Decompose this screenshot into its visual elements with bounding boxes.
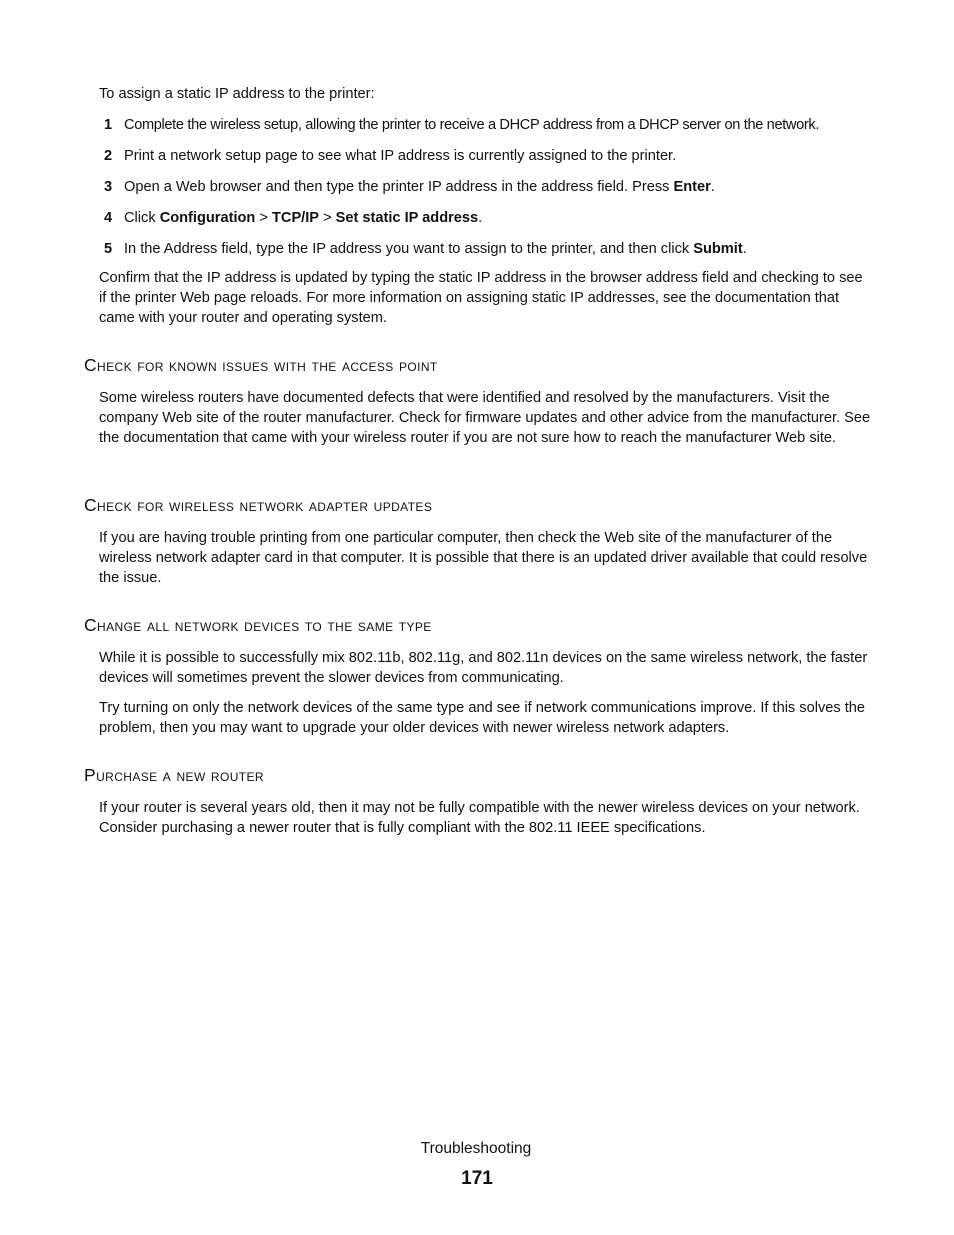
step-text: In the Address field, type the IP address you want to assign to the printer, and then click xyxy=(124,241,694,257)
enter-key-label: Enter xyxy=(673,179,711,195)
step-number: 3 xyxy=(104,179,113,195)
footer-section-label xyxy=(0,1139,954,1159)
submit-label: Submit xyxy=(693,241,743,257)
step-text-end: . xyxy=(478,210,483,226)
confirm-paragraph: Confirm that the IP address is updated by typing the static IP address in the browser address field and checking to see if the printer Web page reloads. For more information on assigning static IP addresses, see the documentation that came with your router and operating system. xyxy=(99,270,863,326)
section-paragraph: Try turning on only the network devices of the same type and see if network communications improve. If this solves the problem, then you may want to upgrade your older devices with newer wireless network adapters. xyxy=(99,700,865,736)
menu-configuration: Configuration xyxy=(159,210,256,226)
menu-separator: > xyxy=(319,210,336,226)
section-paragraph: If you are having trouble printing from one particular computer, then check the Web site of the manufacturer of the wireless network adapter card in that computer. It is possible that there is an updated driver available that could resolve the issue. xyxy=(99,530,868,586)
step-text: Open a Web browser and then type the printer IP address in the address field. Press xyxy=(124,179,674,195)
section-paragraph: Some wireless routers have documented defects that were identified and resolved by the manufacturers. Visit the company Web site of the router manufacturer. Check for firmware updates and other advice from the manufacturer. See the documentation that came with your wireless router if you are not sure how to reach the manufacturer Web site. xyxy=(99,390,871,446)
step-text: Click xyxy=(124,210,160,226)
menu-set-static-ip: Set static IP address xyxy=(335,210,479,226)
step-1 xyxy=(104,115,884,135)
menu-tcp-ip: TCP/IP xyxy=(271,210,320,226)
step-number: 4 xyxy=(104,210,113,226)
section-heading-same-type: Change all network devices to the same type xyxy=(84,615,432,635)
step-number: 2 xyxy=(104,148,113,164)
step-number: 1 xyxy=(104,117,113,133)
step-text: Print a network setup page to see what IP address is currently assigned to the printer. xyxy=(124,148,677,164)
menu-separator: > xyxy=(255,210,272,226)
step-5 xyxy=(104,239,884,259)
step-number: 5 xyxy=(104,241,113,257)
step-text-end: . xyxy=(742,241,747,257)
section-heading-adapter-updates: Check for wireless network adapter updates xyxy=(84,495,433,515)
section-paragraph: While it is possible to successfully mix 802.11b, 802.11g, and 802.11n devices on the same wireless network, the faster devices will sometimes prevent the slower devices from communicating. xyxy=(99,650,868,686)
section-heading-access-point: Check for known issues with the access point xyxy=(84,355,438,375)
step-3 xyxy=(104,177,884,197)
section-paragraph: If your router is several years old, then it may not be fully compatible with the newer wireless devices on your network. Consider purchasing a newer router that is fully compliant with the 802.11 IEEE specifications. xyxy=(99,800,860,836)
page-number: 171 xyxy=(461,1168,493,1189)
step-2 xyxy=(104,146,884,166)
intro-text: To assign a static IP address to the printer: xyxy=(99,86,375,102)
section-heading-new-router: Purchase a new router xyxy=(84,765,265,785)
footer-section-text: Troubleshooting xyxy=(420,1140,532,1157)
step-text: Complete the wireless setup, allowing the printer to receive a DHCP address from a DHCP server on the network. xyxy=(124,117,820,133)
step-text-end: . xyxy=(710,179,715,195)
step-4 xyxy=(104,208,884,228)
